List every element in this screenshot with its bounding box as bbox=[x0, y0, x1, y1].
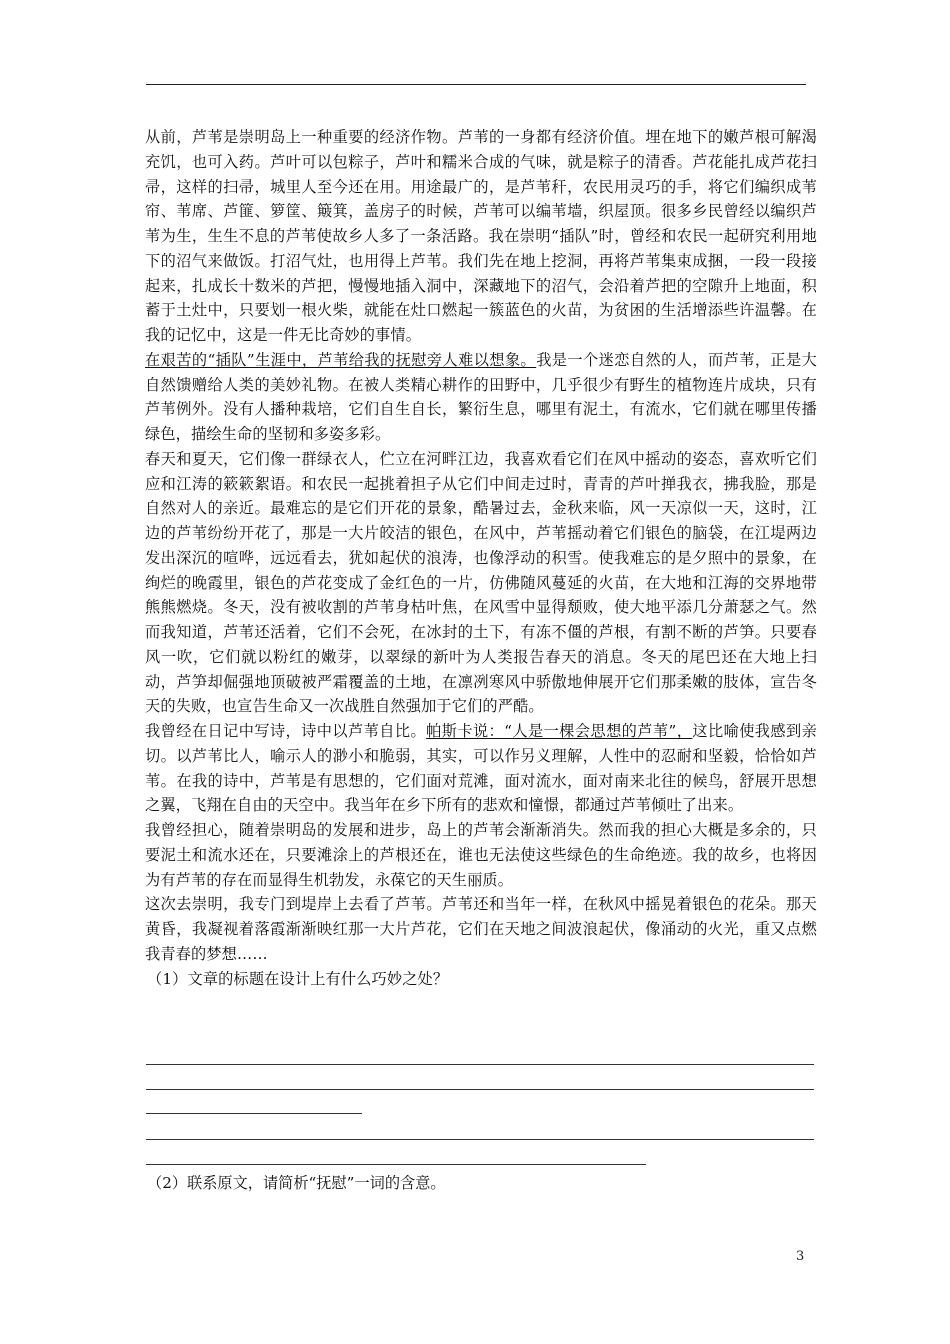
paragraph-2-text: 我是一个迷恋自然的人，而芦苇，正是大自然馈赠给人类的美妙礼物。在被人类精心耕作的田野中，几乎很少有野生的植物连片成块，只有芦苇例外。没有人播种栽培，它们自生自长，繁衍生息，哪里有泥土，有流水，它们就在哪里传播绿色，描绘生命的坚韧和多姿多彩。 bbox=[145, 350, 818, 443]
page-number: 3 bbox=[796, 1249, 805, 1264]
paragraph-1: 从前，芦苇是崇明岛上一种重要的经济作物。芦苇的一身都有经济价值。埋在地下的嫩芦根可解渴充饥，也可入药。芦叶可以包粽子，芦叶和糯米合成的气味，就是粽子的清香。芦花能扎成芦花扫帚，这样的扫帚，城里人至今还在用。用途最广的，是芦苇秆，农民用灵巧的手，将它们编织成苇帘、苇席、芦篚、箩筐、簸箕，盖房子的时候，芦苇可以编苇墙，织屋顶。很多乡民曾经以编织芦苇为生，生生不息的芦苇使故乡人多了一条活路。我在崇明“插队”时，曾经和农民一起研究利用地下的沼气来做饭。打沼气灶，也用得上芦苇。我们先在地上挖洞，再将芦苇集束成捆，一段一段接起来，扎成长十数米的芦把，慢慢地插入洞中，深藏地下的沼气，会沿着芦把的空隙升上地面，积蓄于土灶中，只要划一根火柴，就能在灶口燃起一簇蓝色的火苗，为贫困的生活增添些许温馨。在我的记忆中，这是一件无比奇妙的事情。 bbox=[145, 128, 817, 344]
article-body bbox=[145, 125, 817, 991]
answer-line-1[interactable] bbox=[146, 1064, 814, 1065]
answer-line-4[interactable] bbox=[146, 1139, 814, 1140]
paragraph-5: 我曾经担心，随着崇明岛的发展和进步，岛上的芦苇会渐渐消失。然而我的担心大概是多余的，只要泥土和流水还在，只要滩涂上的芦根还在，谁也无法使这些绿色的生命绝迹。我的故乡，也将因为有芦苇的存在而显得生机勃发，永葆它的天生丽质。 bbox=[145, 821, 817, 889]
paragraph-6: 这次去崇明，我专门到堤岸上去看了芦苇。芦苇还和当年一样，在秋风中摇晃着银色的花朵。那天黄昏，我凝视着落霞渐渐映红那一大片芦花，它们在天地之间波浪起伏，像涌动的火光，重又点燃我青春的梦想…… bbox=[145, 895, 817, 963]
paragraph-4 bbox=[145, 719, 817, 818]
underlined-sentence-2: 帕斯卡说：“人是一棵会思想的芦苇”， bbox=[426, 722, 693, 740]
answer-line-5[interactable] bbox=[146, 1164, 646, 1165]
question-1: （1）文章的标题在设计上有什么巧妙之处？ bbox=[147, 969, 449, 988]
paragraph-4-lead: 我曾经在日记中写诗，诗中以芦苇自比。 bbox=[145, 722, 427, 740]
question-2: （2）联系原文，请简析“抚慰”一词的含意。 bbox=[147, 1174, 446, 1192]
underlined-sentence-1: 在艰苦的“插队”生涯中，芦苇给我的抚慰旁人难以想象。 bbox=[145, 350, 537, 369]
paragraph-3: 春天和夏天，它们像一群绿衣人，伫立在河畔江边，我喜欢看它们在风中摇动的姿态，喜欢听它们应和江涛的簌簌絮语。和农民一起挑着担子从它们中间走过时，青青的芦叶掸我衣，拂我脸，那是自然对人的亲近。最难忘的是它们开花的景象，酷暑过去，金秋来临，风一天凉似一天，这时，江边的芦苇纷纷开花了，那是一大片皎洁的银色，在风中，芦苇摇动着它们银色的脑袋，在江堤两边发出深沉的喧哗，远远看去，犹如起伏的浪涛，也像浮动的积雪。使我难忘的是夕照中的景象，在绚烂的晚霞里，银色的芦花变成了金红色的一片，仿佛随风蔓延的火苗，在大地和江海的交界地带熊熊燃烧。冬天，没有被收割的芦苇身枯叶焦，在风雪中显得颓败，使大地平添几分萧瑟之气。然而我知道，芦苇还活着，它们不会死，在冰封的土下，有冻不僵的芦根，有割不断的芦笋。只要春风一吹，它们就以粉红的嫩芽，以翠绿的新叶为人类报告春天的消息。冬天的尾巴还在大地上扫动，芦笋却倔强地顶破被严霜覆盖的土地，在凛冽寒风中骄傲地伸展开它们那柔嫩的肢体，宣告冬天的失败，也宣告生命又一次战胜自然强加于它们的严酷。 bbox=[145, 449, 817, 716]
answer-line-2[interactable] bbox=[146, 1089, 814, 1090]
answer-line-3[interactable] bbox=[146, 1113, 362, 1114]
header-rule bbox=[146, 84, 806, 85]
paragraph-2 bbox=[145, 348, 817, 447]
paragraph-4-text: 这比喻使我感到亲切。以芦苇比人，喻示人的渺小和脆弱，其实，可以作另义理解，人性中的忍耐和坚毅，恰恰如芦苇。在我的诗中，芦苇是有思想的，它们面对荒滩，面对流水，面对南来北往的候鸟，舒展开思想之翼，飞翔在自由的天空中。我当年在乡下所有的悲欢和憧憬，都通过芦苇倾吐了出来。 bbox=[145, 722, 817, 815]
